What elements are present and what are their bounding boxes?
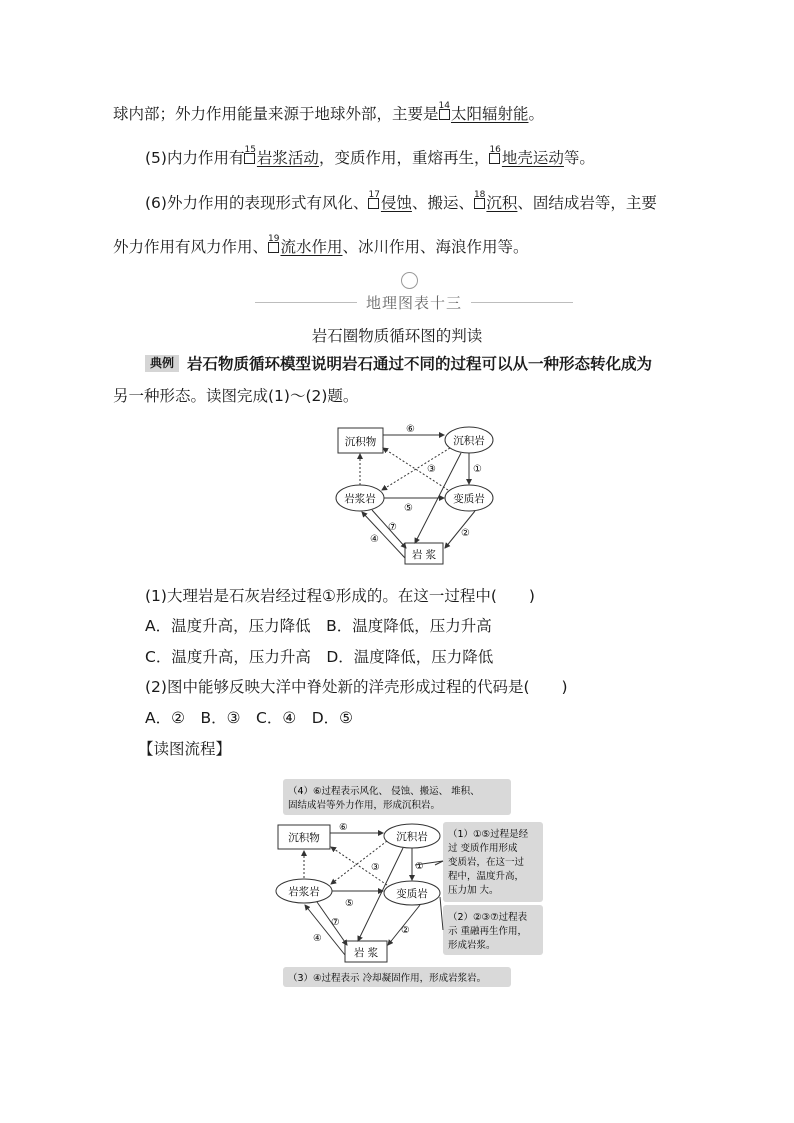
- note-1-line2: 过 变质作用形成: [448, 843, 518, 854]
- question-1-options-cd: C．温度升高，压力升高 D．温度降低，压力降低: [145, 648, 494, 666]
- label-2: ②: [461, 528, 470, 539]
- label-7: ⑦: [388, 522, 397, 533]
- note-1-line5: 压力加 大。: [448, 885, 499, 896]
- flow-diagram: [275, 775, 550, 990]
- node-igneous-label: 岩浆岩: [344, 493, 376, 505]
- flow-node-magma: 岩 浆: [353, 947, 379, 959]
- example-badge: 典例: [145, 355, 179, 372]
- intro-text: (6)外力作用的表现形式有风化、: [145, 194, 369, 212]
- example-text: 岩石物质循环模型说明岩石通过不同的过程可以从一种形态转化成为: [187, 355, 653, 373]
- intro-line-2: (5)内力作用有$^{15}$岩浆活动，变质作用，重熔再生，$^{16}$地壳运动等。: [145, 145, 595, 167]
- flow-node-sediment: 沉积物: [288, 832, 320, 844]
- flow-label-6: ⑥: [339, 822, 348, 833]
- arrow-4: [362, 512, 405, 558]
- question-2-options: A．② B．③ C．④ D．⑤: [145, 709, 354, 727]
- section-subtitle: 岩石圈物质循环图的判读: [311, 327, 483, 345]
- answer-number: 19: [268, 234, 280, 244]
- flow-label-7: ⑦: [331, 917, 340, 928]
- intro-line-1: 球内部；外力作用能量来源于地球外部，主要是$^{14}$太阳辐射能。: [113, 101, 544, 123]
- note-4-line2: 固结成岩等外力作用，形成沉积岩。: [288, 800, 441, 811]
- node-magma-label: 岩 浆: [411, 549, 437, 561]
- example-text: 另一种形态。读图完成(1)～(2)题。: [113, 387, 359, 405]
- note-2-line1: （2）②③⑦过程表: [448, 912, 528, 923]
- answer-number: 18: [473, 190, 486, 200]
- flow-label-3: ③: [371, 862, 380, 873]
- flow-heading: 【读图流程】: [138, 740, 232, 758]
- flow-node-metamorphic: 变质岩: [396, 888, 428, 900]
- label-5: ⑤: [404, 503, 413, 514]
- arrow-dotted-diag2: [382, 448, 450, 490]
- flow-label-1: ①: [415, 861, 424, 872]
- note-2-line2: 示 重融再生作用，: [448, 926, 528, 937]
- answer-text: 岩浆活动: [256, 149, 319, 167]
- note-2-line3: 形成岩浆。: [448, 940, 496, 951]
- note-1-line4: 程中，温度升高，: [448, 871, 525, 882]
- example-line-2: [113, 385, 358, 407]
- intro-line-4: 外力作用有风力作用、$^{19}$流水作用、冰川作用、海浪作用等。: [113, 234, 529, 256]
- answer-text: 侵蚀: [380, 194, 412, 212]
- label-4: ④: [370, 534, 379, 545]
- answer-number: 16: [489, 145, 501, 155]
- note-3-text: （3）④过程表示 冷却凝固作用，形成岩浆岩。: [288, 973, 487, 984]
- ornament-icon: [401, 272, 418, 289]
- note-4-line1: （4）⑥过程表示风化、 侵蚀、搬运、 堆积、: [288, 786, 480, 797]
- intro-text: 外力作用有风力作用、: [113, 238, 269, 256]
- question-1-options-ab: A．温度升高，压力降低 B．温度降低，压力升高: [145, 617, 492, 635]
- flow-node-igneous: 岩浆岩: [288, 886, 320, 898]
- answer-text: 太阳辐射能: [450, 105, 529, 123]
- answer-number: 14: [438, 101, 450, 111]
- intro-text: 球内部；外力作用能量来源于地球外部，主要是: [113, 105, 439, 123]
- rock-cycle-diagram: [330, 420, 500, 570]
- label-3: ③: [427, 464, 436, 475]
- answer-number: 17: [368, 190, 380, 200]
- flow-node-sedimentary: 沉积岩: [396, 831, 428, 843]
- arrow-2: [445, 511, 475, 548]
- question-1: (1)大理岩是石灰岩经过程①形成的。在这一过程中( ): [145, 587, 535, 605]
- example-line-1: [145, 353, 652, 375]
- answer-number: 15: [244, 145, 256, 155]
- note-1-line3: 变质岩，在这一过: [448, 857, 525, 868]
- intro-text: (5)内力作用有: [145, 149, 245, 167]
- node-sediment-label: 沉积物: [344, 436, 377, 448]
- note-1-line1: （1）①⑤过程是经: [448, 829, 529, 840]
- node-metamorphic-label: 变质岩: [453, 493, 485, 505]
- intro-line-3: (6)外力作用的表现形式有风化、$^{17}$侵蚀、搬运、$^{18}$沉积、固结成岩等，主要: [145, 190, 657, 212]
- node-sedimentary-label: 沉积岩: [453, 435, 485, 447]
- flow-label-5: ⑤: [345, 898, 354, 909]
- question-2: (2)图中能够反映大洋中脊处新的洋壳形成过程的代码是( ): [145, 678, 568, 696]
- flow-label-2: ②: [401, 925, 410, 936]
- label-1: ①: [473, 464, 482, 475]
- flow-label-4: ④: [313, 933, 322, 944]
- answer-text: 地壳运动: [501, 149, 564, 167]
- answer-text: 流水作用: [280, 238, 343, 256]
- section-title: 地理图表十三: [357, 292, 471, 313]
- answer-text: 沉积: [486, 194, 518, 212]
- label-6: ⑥: [406, 424, 415, 435]
